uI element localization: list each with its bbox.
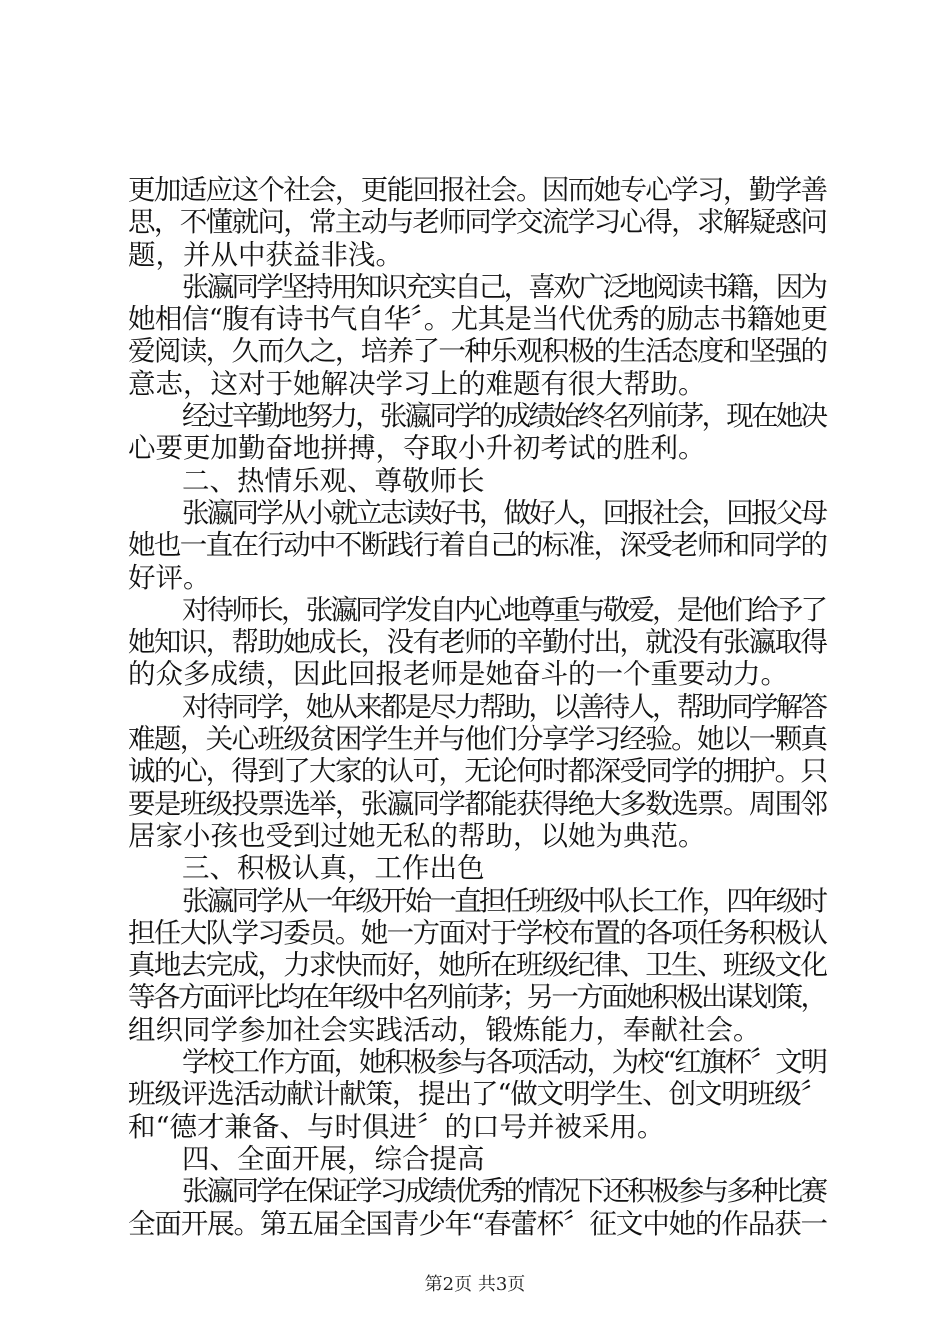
text-line: 的众多成绩，因此回报老师是她奋斗的一个重要动力。 xyxy=(128,658,788,691)
text-line: 张瀛同学从小就立志读好书，做好人，回报社会，回报父母 xyxy=(182,496,826,529)
text-line: 等各方面评比均在年级中名列前茅；另一方面她积极出谋划策， xyxy=(128,981,826,1014)
text-line: 心要更加勤奋地拼搏，夺取小升初考试的胜利。 xyxy=(128,432,706,465)
text-line: 意志，这对于她解决学习上的难题有很大帮助。 xyxy=(128,367,706,400)
text-line: 担任大队学习委员。她一方面对于学校布置的各项任务积极认 xyxy=(128,916,827,949)
document-body xyxy=(128,174,828,1240)
text-line: 学校工作方面，她积极参与各项活动，为校“红旗杯〞文明 xyxy=(182,1046,826,1079)
text-line: 她相信“腹有诗书气自华〞。尤其是当代优秀的励志书籍她更 xyxy=(128,303,828,336)
text-line: 三、积极认真，工作出色 xyxy=(182,852,485,885)
text-line: 组织同学参加社会实践活动，锻炼能力，奉献社会。 xyxy=(128,1013,761,1046)
text-line: 爱阅读，久而久之，培养了一种乐观积极的生活态度和坚强的 xyxy=(128,335,827,368)
text-line: 张瀛同学在保证学习成绩优秀的情况下还积极参与多种比赛 xyxy=(182,1175,826,1208)
page-footer: 第2页 共3页 xyxy=(424,1274,526,1295)
text-line: 好评。 xyxy=(128,561,211,594)
text-line: 难题，关心班级贫困学生并与他们分享学习经验。她以一颗真 xyxy=(128,723,827,756)
text-line: 思，不懂就问，常主动与老师同学交流学习心得，求解疑惑问 xyxy=(128,206,827,239)
text-line: 张瀛同学坚持用知识充实自己，喜欢广泛地阅读书籍，因为 xyxy=(182,270,826,303)
text-line: 真地去完成，力求快而好，她所在班级纪律、卫生、班级文化 xyxy=(128,949,827,982)
text-line: 二、热情乐观、尊敬师长 xyxy=(182,464,485,497)
text-line: 诚的心，得到了大家的认可，无论何时都深受同学的拥护。只 xyxy=(128,755,827,788)
text-line: 全面开展。第五届全国青少年“春蕾杯〞征文中她的作品获一 xyxy=(128,1207,827,1240)
text-line: 题，并从中获益非浅。 xyxy=(128,238,403,271)
text-line: 她知识，帮助她成长，没有老师的辛勤付出，就没有张瀛取得 xyxy=(128,626,827,659)
text-line: 班级评选活动献计献策，提出了“做文明学生、创文明班级〞 xyxy=(128,1078,827,1111)
text-line: 居家小孩也受到过她无私的帮助，以她为典范。 xyxy=(128,819,706,852)
text-line: 对待师长，张瀛同学发自内心地尊重与敬爱，是他们给予了 xyxy=(182,593,826,626)
text-line: 要是班级投票选举，张瀛同学都能获得绝大多数选票。周围邻 xyxy=(128,787,827,820)
text-line: 和“德才兼备、与时俱进〞的口号并被采用。 xyxy=(128,1110,665,1143)
text-line: 她也一直在行动中不断践行着自己的标准，深受老师和同学的 xyxy=(128,529,827,562)
text-line: 更加适应这个社会，更能回报社会。因而她专心学习，勤学善 xyxy=(128,174,827,206)
text-line: 张瀛同学从一年级开始一直担任班级中队长工作，四年级时 xyxy=(182,884,826,917)
text-line: 四、全面开展，综合提高 xyxy=(182,1142,485,1175)
text-line: 对待同学，她从来都是尽力帮助，以善待人，帮助同学解答 xyxy=(182,690,826,723)
text-line: 经过辛勤地努力，张瀛同学的成绩始终名列前茅，现在她决 xyxy=(182,400,826,433)
